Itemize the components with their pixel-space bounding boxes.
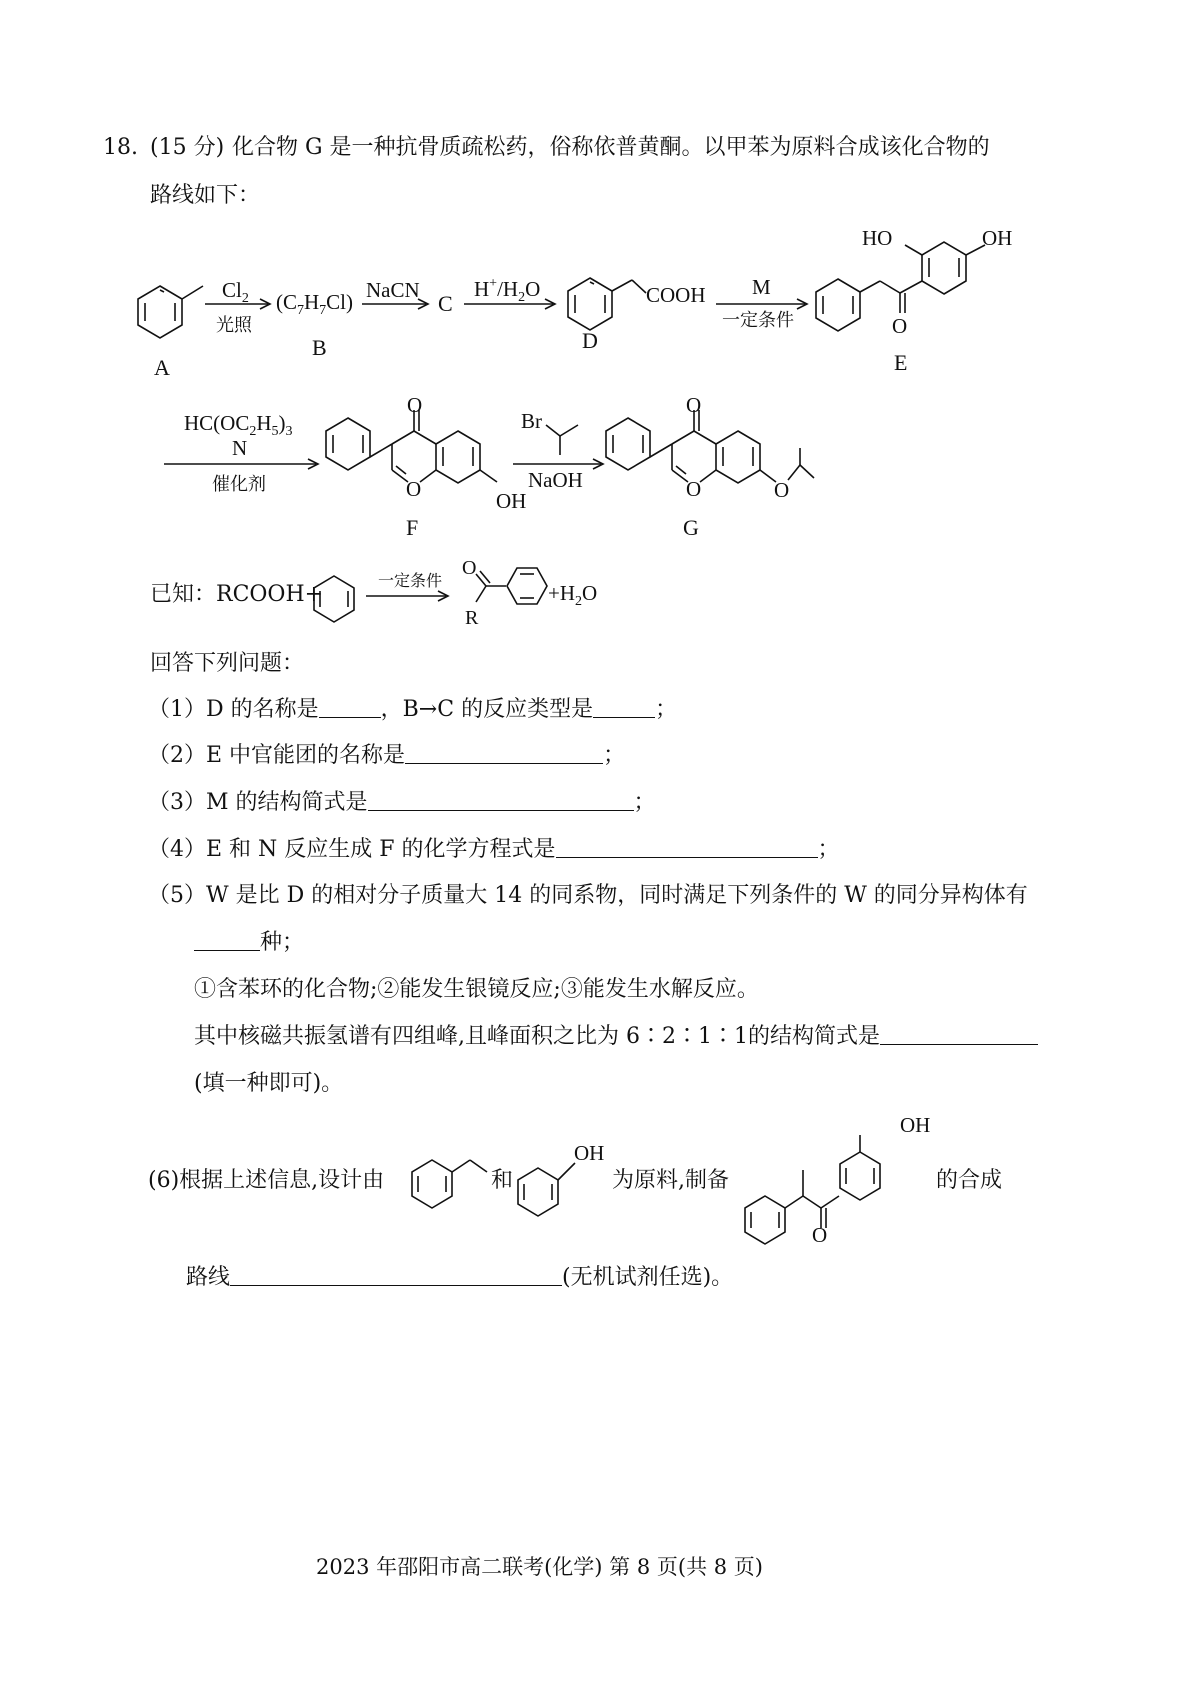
question-points: (15 分) xyxy=(150,135,225,160)
answer-blank-5b[interactable] xyxy=(880,1026,1038,1045)
answer-blank-1a[interactable] xyxy=(319,699,381,718)
molecule-f xyxy=(326,410,497,483)
svg-text:催化剂: 催化剂 xyxy=(212,474,266,494)
sub-question-3: （3）M 的结构简式是 ； xyxy=(148,790,656,815)
sub-question-2: （2）E 中官能团的名称是 ； xyxy=(148,743,626,768)
svg-text:H+/H2O: $H^+/H_2O$ xyxy=(474,276,541,305)
svg-text:HO: HO xyxy=(862,226,893,250)
sub-question-4: （4）E 和 N 反应生成 F 的化学方程式是 ； xyxy=(148,837,840,862)
answer-blank-6[interactable] xyxy=(230,1267,562,1286)
sub-question-6-and: 和 xyxy=(491,1168,514,1193)
answer-blank-5a[interactable] xyxy=(194,932,260,951)
sub-question-6-suffix: 的合成 xyxy=(936,1168,1003,1193)
answer-blank-4[interactable] xyxy=(556,839,818,858)
svg-text:O: O xyxy=(774,478,790,502)
svg-text:+H2O: $+H_2O$ xyxy=(548,581,598,609)
svg-text:Br: Br xyxy=(521,409,542,433)
molecule-c-label: C xyxy=(438,291,453,316)
sub-question-5-count: 种； xyxy=(194,930,304,956)
svg-text:O: O xyxy=(462,557,477,579)
svg-text:O: O xyxy=(686,477,702,501)
sub-question-5-nmr: 其中核磁共振氢谱有四组峰,且峰面积之比为 6∶2∶1∶1的结构简式是 xyxy=(194,1024,1038,1050)
svg-text:OH: OH xyxy=(900,1113,931,1137)
question-intro-line1: 化合物 G 是一种抗骨质疏松药，俗称依普黄酮。以甲苯为原料合成该化合物的 xyxy=(232,135,990,160)
label-f: F xyxy=(406,515,419,540)
label-d: D xyxy=(582,328,598,353)
svg-text:NaOH: NaOH xyxy=(528,468,583,492)
q6-ethylbenzene xyxy=(412,1160,487,1208)
answer-prompt: 回答下列问题： xyxy=(150,651,305,676)
svg-text:O: O xyxy=(686,393,702,417)
sub-question-5: （5）W 是比 D 的相对分子质量大 14 的同系物，同时满足下列条件的 W 的同分异构体有 xyxy=(148,883,1028,908)
svg-text:Cl2: $Cl_2$ xyxy=(222,278,249,306)
svg-text:O: O xyxy=(812,1223,828,1247)
label-e: E xyxy=(894,350,908,375)
svg-text:O: O xyxy=(407,393,423,417)
q6-phenol xyxy=(518,1163,575,1216)
question-number: 18. xyxy=(103,135,138,160)
page-footer: 2023 年邵阳市高二联考(化学) 第 8 页(共 8 页) xyxy=(316,1555,763,1579)
sub-question-1: （1）D 的名称是 ，B→C 的反应类型是 ； xyxy=(148,697,678,722)
known-reaction-prefix: 已知：RCOOH+ xyxy=(150,582,324,607)
svg-text:COOH: COOH xyxy=(646,283,706,307)
sub-question-6-raw: 为原料,制备 xyxy=(612,1168,729,1193)
svg-text:一定条件: 一定条件 xyxy=(378,573,443,590)
svg-text:OH: OH xyxy=(496,489,527,513)
label-b: B xyxy=(312,335,327,360)
svg-text:O: O xyxy=(892,314,908,338)
sub-question-5-conditions: ①含苯环的化合物;②能发生银镜反应;③能发生水解反应。 xyxy=(194,977,759,1002)
molecule-g xyxy=(606,410,814,483)
svg-text:一定条件: 一定条件 xyxy=(722,310,794,330)
molecule-d xyxy=(568,278,646,330)
known-product xyxy=(476,568,547,604)
svg-text:M: M xyxy=(752,275,771,299)
molecule-a-toluene xyxy=(138,286,203,338)
sub-question-6-prefix: (6)根据上述信息,设计由 xyxy=(148,1168,385,1193)
svg-text:O: O xyxy=(406,477,422,501)
svg-text:R: R xyxy=(465,607,479,629)
svg-text:光照: 光照 xyxy=(216,315,252,335)
svg-text:NaCN: NaCN xyxy=(366,278,420,302)
answer-blank-2[interactable] xyxy=(405,745,603,764)
molecule-b-formula: $(C_7H_7Cl)$ xyxy=(276,290,354,318)
answer-blank-3[interactable] xyxy=(368,792,634,811)
question-intro-line2: 路线如下： xyxy=(150,183,261,208)
sub-question-6-route: 路线 (无机试剂任选)。 xyxy=(186,1265,734,1290)
label-g: G xyxy=(683,515,699,540)
svg-text:HC(OC2H5)3: $HC(OC_2H_5)_3$ xyxy=(184,411,293,439)
label-a: A xyxy=(154,355,170,380)
answer-blank-1b[interactable] xyxy=(593,699,655,718)
svg-text:N: N xyxy=(232,436,248,460)
sub-question-5-note: (填一种即可)。 xyxy=(194,1071,344,1096)
svg-text:OH: OH xyxy=(982,226,1013,250)
svg-text:OH: OH xyxy=(574,1141,605,1165)
